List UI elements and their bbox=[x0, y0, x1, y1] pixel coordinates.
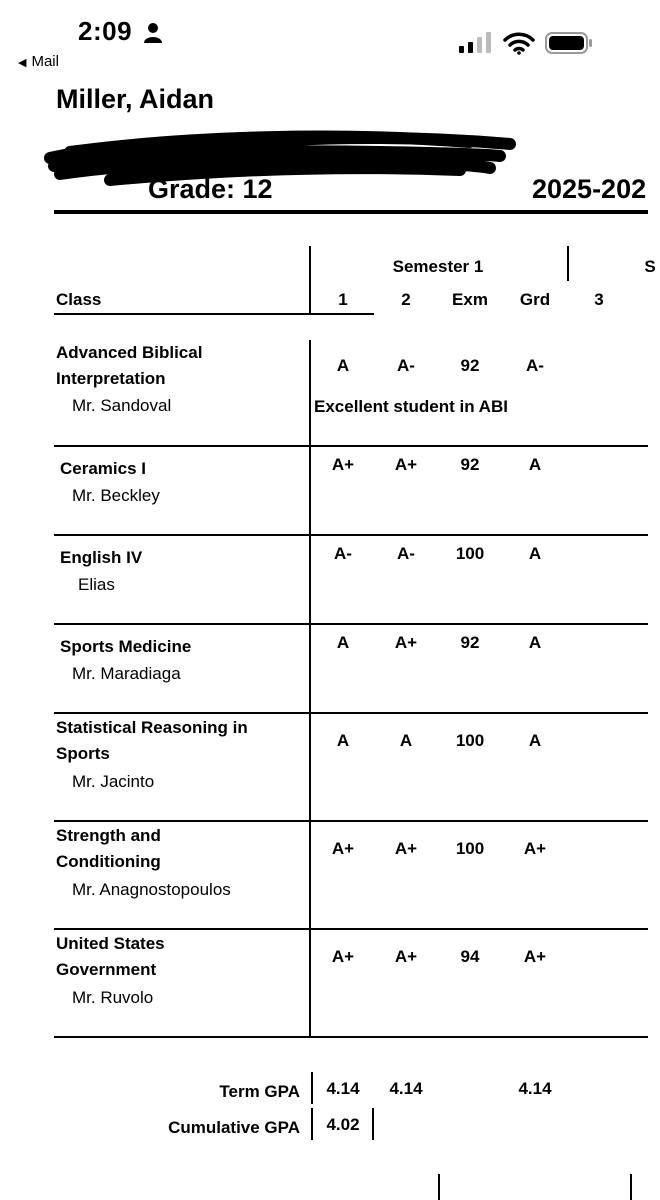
back-arrow-icon: ◀ bbox=[18, 57, 27, 69]
grade-q1: A+ bbox=[331, 455, 355, 474]
semester-divider bbox=[567, 246, 569, 281]
grade-exam: 94 bbox=[460, 947, 480, 966]
header-rule bbox=[54, 210, 648, 214]
grade-q1: A bbox=[336, 356, 350, 375]
grade-q2: A- bbox=[397, 544, 415, 563]
table-bottom-rule bbox=[54, 1036, 648, 1038]
q1-header-underline bbox=[310, 313, 374, 315]
semester-2-header: S bbox=[644, 257, 656, 276]
grade-q1: A+ bbox=[331, 839, 355, 858]
teacher-name: Mr. Jacinto bbox=[72, 772, 155, 791]
signal-icon bbox=[458, 32, 494, 54]
grade-q2: A+ bbox=[394, 633, 418, 652]
row-divider bbox=[54, 623, 648, 625]
row-divider bbox=[54, 928, 648, 930]
class-header-underline bbox=[54, 313, 310, 315]
footer-divider bbox=[630, 1174, 632, 1200]
cumulative-gpa-value: 4.02 bbox=[326, 1115, 360, 1134]
grade-exam: 92 bbox=[460, 455, 480, 474]
row-divider bbox=[54, 445, 648, 447]
teacher-name: Mr. Anagnostopoulos bbox=[72, 880, 231, 899]
grade-exam: 100 bbox=[455, 544, 485, 563]
header-vertical-divider bbox=[309, 246, 311, 314]
row-divider bbox=[54, 820, 648, 822]
grade-final: A bbox=[528, 633, 542, 652]
teacher-name: Mr. Sandoval bbox=[72, 396, 172, 415]
battery-icon bbox=[545, 32, 593, 54]
grade-q1: A bbox=[336, 633, 350, 652]
class-name: Statistical Reasoning in Sports bbox=[56, 718, 248, 763]
grade-final: A- bbox=[526, 356, 544, 375]
school-year: 2025-202 bbox=[532, 174, 647, 204]
term-gpa-q2: 4.14 bbox=[389, 1079, 423, 1098]
footer-divider bbox=[438, 1174, 440, 1200]
back-label: Mail bbox=[31, 53, 59, 70]
grade-exam: 100 bbox=[455, 731, 485, 750]
grade-exam: 92 bbox=[460, 633, 480, 652]
teacher-name: Mr. Ruvolo bbox=[72, 988, 154, 1007]
col-header-exam: Exm bbox=[452, 290, 488, 309]
back-to-mail-button[interactable] bbox=[18, 53, 59, 70]
redaction-scribble bbox=[40, 122, 520, 184]
grade-final: A+ bbox=[523, 947, 547, 966]
student-name: Miller, Aidan bbox=[56, 84, 215, 114]
grade-q2: A+ bbox=[394, 455, 418, 474]
person-icon bbox=[144, 22, 162, 44]
cumulative-gpa-label: Cumulative GPA bbox=[168, 1118, 300, 1137]
term-gpa-label: Term GPA bbox=[219, 1082, 300, 1101]
grade-exam: 92 bbox=[460, 356, 480, 375]
semester-1-header: Semester 1 bbox=[392, 257, 484, 276]
col-header-q2: 2 bbox=[401, 290, 411, 309]
grade-q2: A- bbox=[397, 356, 415, 375]
term-gpa-q1: 4.14 bbox=[326, 1079, 360, 1098]
class-column-header: Class bbox=[56, 290, 102, 309]
grade-final: A bbox=[528, 731, 542, 750]
grade-q2: A+ bbox=[394, 839, 418, 858]
col-header-grade: Grd bbox=[519, 290, 551, 309]
teacher-name: Mr. Beckley bbox=[72, 486, 160, 505]
class-name: Advanced Biblical Interpretation bbox=[56, 343, 203, 388]
col-header-q1: 1 bbox=[338, 290, 348, 309]
term-gpa-final: 4.14 bbox=[518, 1079, 552, 1098]
row-divider bbox=[54, 534, 648, 536]
teacher-comment: Excellent student in ABI bbox=[314, 397, 508, 416]
class-name: English IV bbox=[60, 548, 143, 567]
grade-q1: A bbox=[336, 731, 350, 750]
grade-final: A bbox=[528, 544, 542, 563]
class-name: Sports Medicine bbox=[60, 637, 192, 656]
grade-q2: A+ bbox=[394, 947, 418, 966]
grade-final: A bbox=[528, 455, 542, 474]
grade-level: Grade: 12 bbox=[148, 174, 273, 204]
grade-q1: A- bbox=[334, 544, 352, 563]
class-name: Ceramics I bbox=[60, 459, 146, 478]
teacher-name: Elias bbox=[78, 575, 115, 594]
row-divider bbox=[54, 712, 648, 714]
grade-final: A+ bbox=[523, 839, 547, 858]
teacher-name: Mr. Maradiaga bbox=[72, 664, 181, 683]
grade-exam: 100 bbox=[455, 839, 485, 858]
grade-q1: A+ bbox=[331, 947, 355, 966]
grade-q2: A bbox=[399, 731, 413, 750]
status-time: 2:09 bbox=[78, 16, 133, 46]
wifi-icon bbox=[503, 31, 535, 55]
col-header-q3: 3 bbox=[594, 290, 604, 309]
gpa-divider bbox=[372, 1108, 374, 1140]
class-name: United States Government bbox=[56, 934, 165, 979]
class-name: Strength and Conditioning bbox=[56, 826, 161, 871]
